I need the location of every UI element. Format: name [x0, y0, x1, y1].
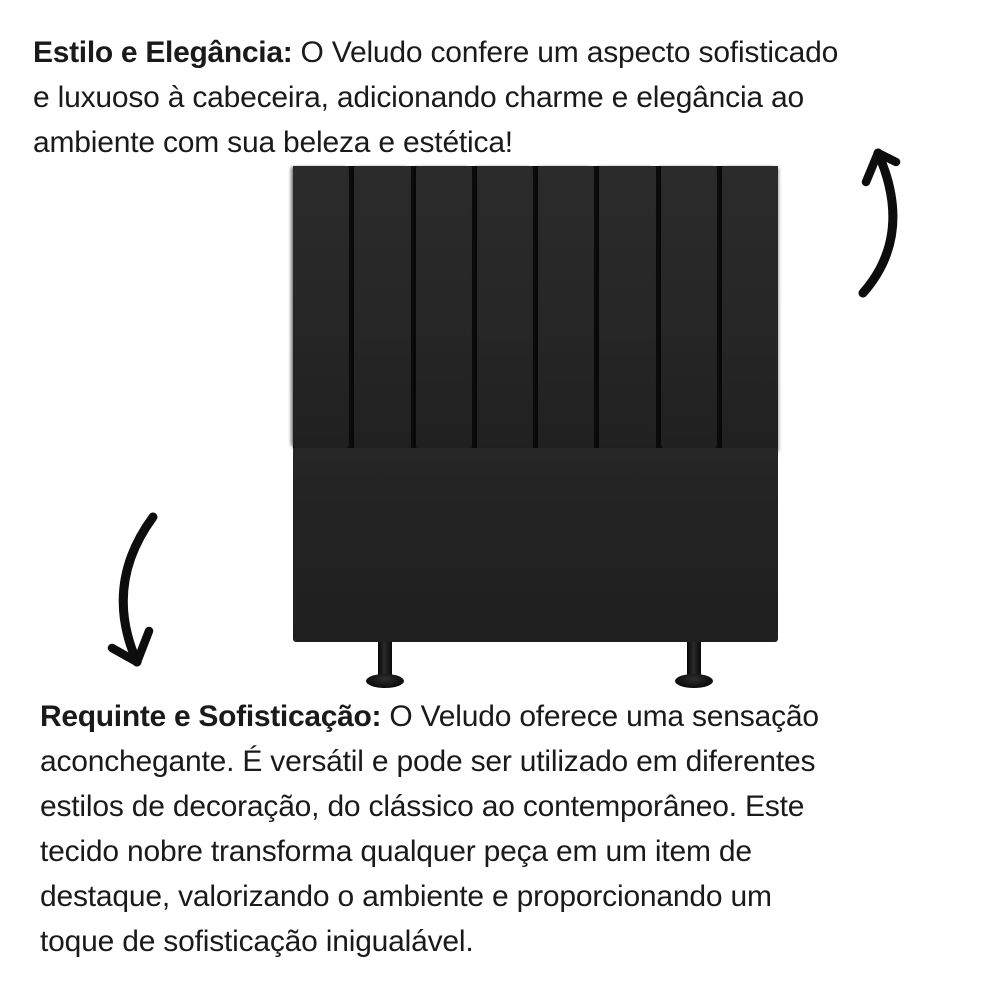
headboard-base-panel [293, 448, 778, 642]
top-paragraph-line-1 [33, 30, 963, 75]
headboard-left-foot [355, 642, 415, 690]
bottom-paragraph-line-2: aconchegante. É versátil e pode ser utilizado em diferentes [40, 745, 816, 778]
headboard-channel-panels [293, 166, 778, 458]
headboard-panel [599, 166, 655, 457]
bottom-paragraph-line-1-text: O Veludo oferece uma sensação [381, 700, 819, 733]
headboard-right-foot [664, 642, 724, 690]
bottom-paragraph-line-4: tecido nobre transforma qualquer peça em um item de [40, 835, 752, 868]
headboard-panel [354, 166, 410, 456]
headboard-panel [293, 166, 349, 449]
headboard-panel [416, 166, 472, 451]
top-paragraph [33, 30, 963, 165]
headboard-panel [722, 166, 778, 455]
top-paragraph-heading: Estilo e Elegância: [33, 36, 293, 69]
bottom-paragraph [40, 694, 970, 964]
bottom-paragraph-heading: Requinte e Sofisticação: [40, 700, 382, 733]
curved-arrow-up-icon [840, 133, 930, 308]
bottom-paragraph-line-1 [40, 694, 970, 739]
headboard-photo [293, 166, 778, 690]
top-paragraph-line-1-text: O Veludo confere um aspecto sofisticado [292, 36, 839, 69]
bottom-paragraph-line-3: estilos de decoração, do clássico ao contemporâneo. Este [40, 790, 805, 823]
headboard-panel [477, 166, 533, 458]
headboard-panel [661, 166, 717, 450]
top-paragraph-line-3: ambiente com sua beleza e estética! [33, 126, 513, 159]
foot-disc [675, 674, 713, 688]
bottom-paragraph-line-5: destaque, valorizando o ambiente e proporcionando um [40, 880, 772, 913]
curved-arrow-down-icon [95, 505, 175, 677]
foot-disc [366, 674, 404, 688]
bottom-paragraph-line-6: toque de sofisticação inigualável. [40, 925, 474, 958]
top-paragraph-line-2: e luxuoso à cabeceira, adicionando charme e elegância ao [33, 81, 804, 114]
headboard-panel [538, 166, 594, 452]
